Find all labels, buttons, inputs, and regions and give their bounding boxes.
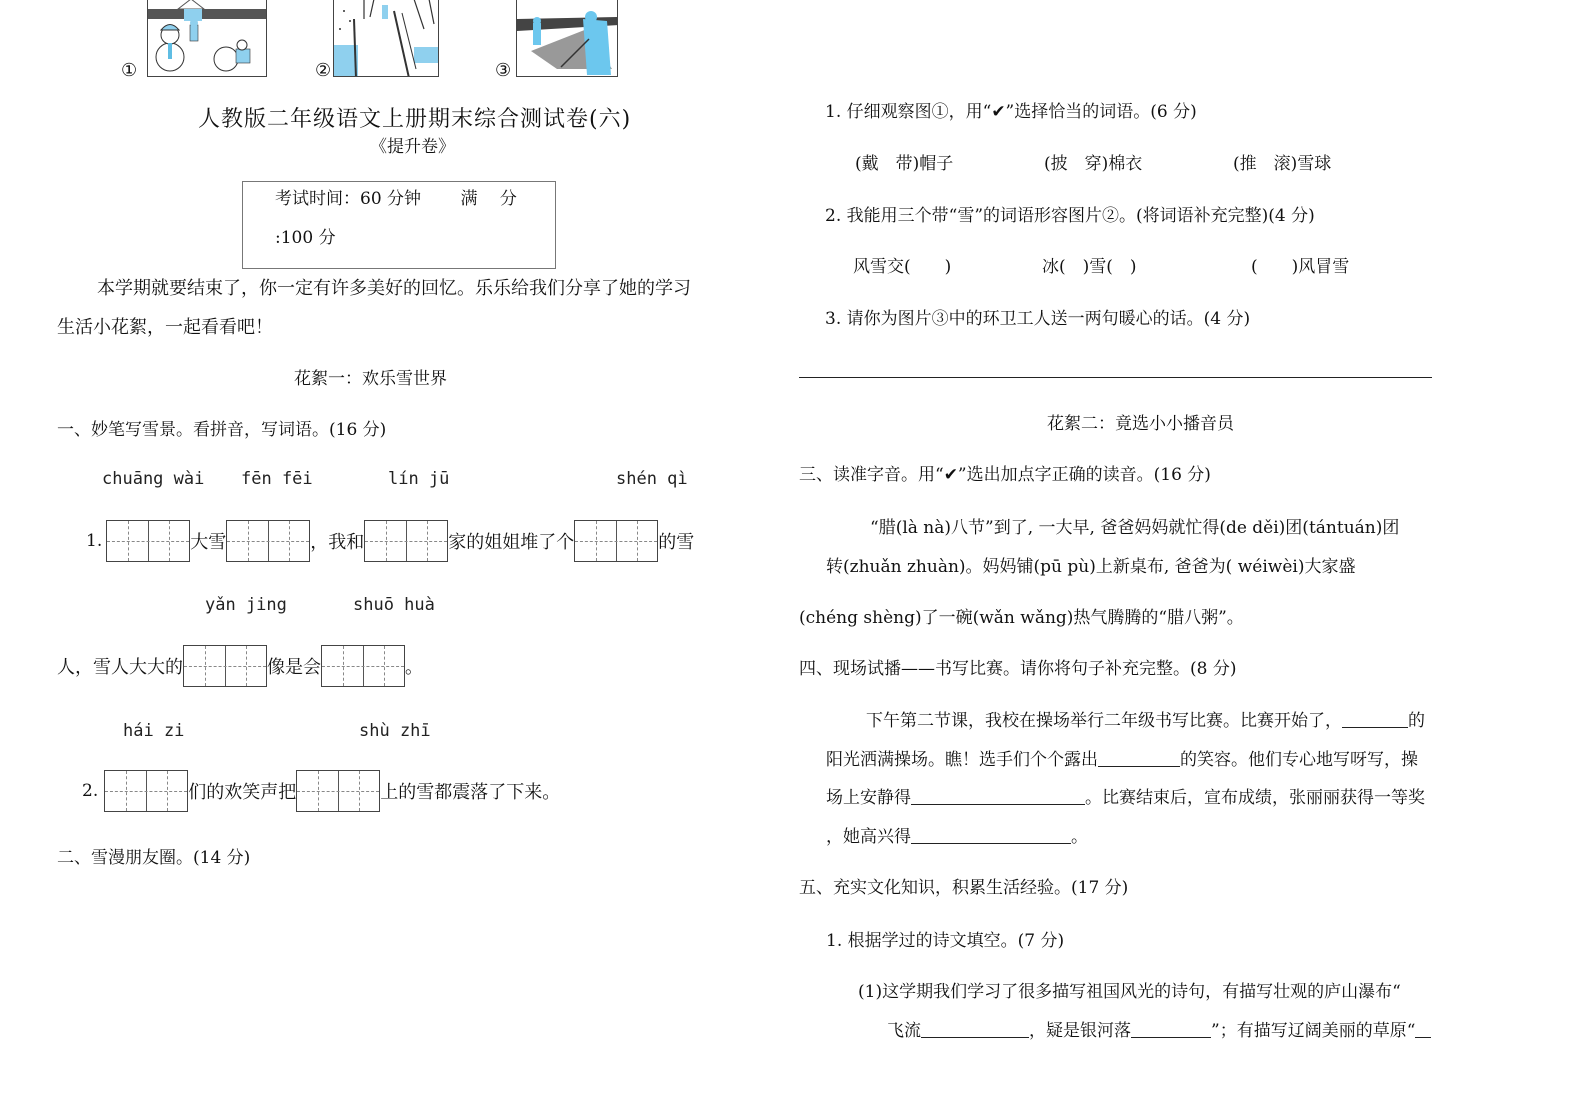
idiom-bing-xue[interactable]: 冰( )雪( ) [1042, 257, 1137, 277]
full-score-label: :100 分 [275, 228, 336, 248]
question-5-1-title: 1. 根据学过的诗文填空。(7 分) [826, 931, 1065, 951]
picture-number-2: ② [315, 60, 332, 81]
tianzige-box-shu-zhi[interactable] [296, 770, 380, 812]
q4-line-1-text: 下午第二节课，我校在操场举行二年级书写比赛。比赛开始了， [866, 711, 1342, 731]
q4-line-4-text: ，她高兴得 [826, 827, 911, 847]
text-shang-de-xue: 上的雪都震落了下来。 [380, 782, 561, 803]
fill-blank-4[interactable] [911, 826, 1071, 844]
section-heading-part2: 花絮二：竟选小小播音员 [1047, 414, 1234, 434]
poem-blank-2[interactable] [1131, 1020, 1211, 1038]
question-2-3-title: 3. 请你为图片③中的环卫工人送一两句暖心的话。(4 分) [825, 309, 1251, 329]
text-da-xue: 大雪 [190, 532, 227, 553]
q4-line-1-end: 的 [1408, 711, 1425, 731]
pinyin-lin-ju: lín jū [388, 469, 450, 489]
text-xiang-shi-hui: 像是会 [267, 657, 321, 678]
pinyin-shen-qi: shén qì [616, 469, 688, 489]
q4-line-4 [826, 822, 1088, 847]
pinyin-chuang-wai: chuāng wài [102, 469, 205, 489]
exam-title: 人教版二年级语文上册期末综合测试卷(六) [198, 107, 632, 132]
exam-info-box [242, 181, 556, 269]
question-4-title: 四、现场试播——书写比赛。请你将句子补充完整。(8 分) [799, 659, 1237, 679]
snowman-picture [147, 0, 267, 77]
pinyin-yan-jing: yǎn jing [205, 595, 287, 615]
fill-blank-3[interactable] [911, 787, 1085, 805]
idiom-fengmaoxue[interactable]: ( )风冒雪 [1251, 257, 1350, 277]
section-heading-part1: 花絮一：欢乐雪世界 [294, 369, 447, 389]
q4-line-4-end: 。 [1071, 827, 1088, 847]
answer-line-q2-3[interactable] [799, 377, 1432, 378]
intro-line-2: 生活小花絮，一起看看吧！ [57, 317, 273, 338]
pinyin-shuo-hua: shuō huà [353, 595, 435, 615]
exam-time-label: 考试时间：60 分钟 满 分 [275, 189, 517, 209]
tianzige-box-chuang-wai[interactable] [106, 520, 190, 562]
tianzige-box-shen-qi[interactable] [574, 520, 658, 562]
text-men-de-huanxiao: 们的欢笑声把 [188, 782, 297, 803]
text-ren-xueren: 人，雪人大大的 [57, 657, 183, 678]
option-chuan-mianyi[interactable]: (披 穿)棉衣 [1044, 154, 1143, 174]
writing-row-1 [86, 520, 694, 562]
idiom-fengxuejiao[interactable]: 风雪交( ) [853, 257, 952, 277]
option-dai-mao[interactable]: (戴 带)帽子 [855, 154, 954, 174]
snowy-bridge-picture [333, 0, 439, 77]
q3-passage-line-1: “腊(là nà)八节”到了, 一大早, 爸爸妈妈就忙得(de děi)团(tántuán)团 [870, 518, 1400, 538]
tianzige-box-lin-ju[interactable] [364, 520, 448, 562]
q4-line-2-text: 阳光洒满操场。瞧！选手们个个露出 [826, 750, 1098, 770]
q4-line-2 [826, 745, 1418, 770]
option-gun-xueqiu[interactable]: (推 滚)雪球 [1233, 154, 1332, 174]
poem-blank-3[interactable] [1415, 1020, 1431, 1038]
text-period: 。 [405, 657, 423, 678]
item-number-2: 2. [82, 781, 99, 801]
q4-line-1 [866, 706, 1425, 731]
question-3-title: 三、读准字音。用“✔”选出加点字正确的读音。(16 分) [799, 465, 1211, 485]
q3-passage-line-2: 转(zhuǎn zhuàn)。妈妈铺(pū pù)上新桌布, 爸爸为( wéiwèi)大家盛 [826, 557, 1356, 577]
intro-line-1: 本学期就要结束了，你一定有许多美好的回忆。乐乐给我们分享了她的学习 [97, 278, 691, 299]
poem-blank-1[interactable] [921, 1020, 1029, 1038]
q5-line-2-a: 飞流 [887, 1021, 921, 1041]
snowman-illustration-icon [148, 0, 267, 77]
tianzige-box-shuo-hua[interactable] [321, 645, 405, 687]
q4-line-3-text: 场上安静得 [826, 788, 911, 808]
text-wo-he: ，我和 [310, 532, 365, 553]
question-2-title: 二、雪漫朋友圈。(14 分) [57, 848, 251, 868]
q3-passage-line-3: (chéng shèng)了一碗(wǎn wǎng)热气腾腾的“腊八粥”。 [799, 608, 1244, 628]
picture-number-1: ① [121, 60, 138, 81]
question-2-2-title: 2. 我能用三个带“雪”的词语形容图片②。(将词语补充完整)(4 分) [825, 206, 1315, 226]
question-1-title: 一、妙笔写雪景。看拼音，写词语。(16 分) [57, 420, 387, 440]
q4-line-2-end: 的笑容。他们专心地写呀写，操 [1180, 750, 1418, 770]
pinyin-hai-zi: hái zi [123, 721, 185, 741]
sweeper-illustration-icon [517, 0, 618, 77]
pinyin-shu-zhi: shù zhī [359, 721, 431, 741]
q4-line-3-end: 。比赛结束后，宣布成绩，张丽丽获得一等奖 [1085, 788, 1425, 808]
pinyin-fen-fei: fēn fēi [241, 469, 313, 489]
writing-row-3 [82, 770, 560, 812]
picture-number-3: ③ [495, 60, 512, 81]
tianzige-box-fen-fei[interactable] [226, 520, 310, 562]
tianzige-box-hai-zi[interactable] [104, 770, 188, 812]
text-jia-de-jiejie: 家的姐姐堆了个 [448, 532, 575, 553]
q5-line-2-c: ”；有描写辽阔美丽的草原“ [1211, 1021, 1416, 1041]
bridge-illustration-icon [334, 0, 439, 77]
tianzige-box-yan-jing[interactable] [183, 645, 267, 687]
writing-row-2 [57, 645, 423, 687]
question-5-title: 五、充实文化知识，积累生活经验。(17 分) [799, 878, 1129, 898]
text-de-xue: 的雪 [658, 532, 695, 553]
q4-line-3 [826, 783, 1425, 808]
street-sweeper-picture [516, 0, 618, 77]
q5-poem-line-2 [887, 1016, 1431, 1041]
question-2-1-title: 1. 仔细观察图①，用“✔”选择恰当的词语。(6 分) [825, 102, 1197, 122]
exam-subtitle: 《提升卷》 [370, 137, 455, 157]
item-number-1: 1. [86, 531, 103, 551]
q5-line-2-b: ，疑是银河落 [1029, 1021, 1131, 1041]
q5-poem-line-1: (1)这学期我们学习了很多描写祖国风光的诗句，有描写壮观的庐山瀑布“ [858, 982, 1401, 1002]
fill-blank-2[interactable] [1098, 749, 1180, 767]
fill-blank-1[interactable] [1342, 710, 1408, 728]
